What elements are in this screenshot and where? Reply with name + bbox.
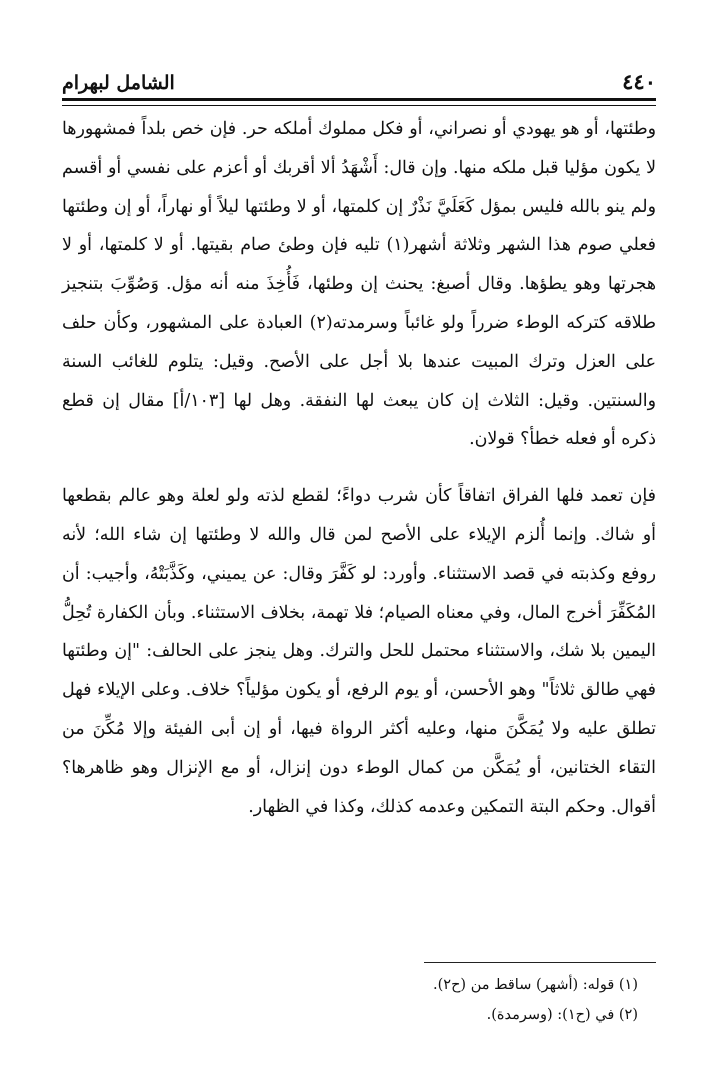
footnotes <box>62 970 638 1030</box>
page-number: ٤٤٠ <box>622 69 656 94</box>
paragraph: وطئتها، أو هو يهودي أو نصراني، أو فكل مملوك أملكه حر. فإن خص بلداً فمشهورها لا يكون مؤليا قبل ملكه منها. وإن قال: أَشْهَدُ ألا أقربك أو أعزم على نفسي أو أقسم ولم ينو بالله فليس بمؤل كَعَلَيَّ نَذْرٌ إن كلمتها، أو لا وطئتها ليلاً أو نهاراً، أو إن وطئتها فعلي صوم هذا الشهر وثلاثة أشهر(١) تليه فإن وطئ صام بقيتها. أو لا كلمتها، أو لا هجرتها وهو يطؤها. وقال أصبغ: يحنث إن وطئها، فَأُخِذَ منه أنه مؤل. وَصُوِّبَ بتنجيز طلاقه كتركه الوطء ضرراً ولو غائباً وسرمدته(٢) العبادة على المشهور، وكأن حلف على العزل وترك المبيت عندها بلا أجل على الأصح. وقيل: يتلوم للغائب السنة والسنتين. وقيل: الثلاث إن كان يبعث لها النفقة. وهل لها [١٠٣/أ] مقال إن قطع ذكره أو فعله خطأ؟ قولان. <box>62 119 657 450</box>
main-text <box>62 110 656 826</box>
footnote-1: (١) قوله: (أشهر) ساقط من (ح٢). <box>432 977 638 993</box>
running-header <box>62 56 656 101</box>
paragraph: فإن تعمد فلها الفراق اتفاقاً كأن شرب دواءً؛ لقطع لذته ولو لعلة وهو عالم بقطعها أو شاك. وإنما أُلزم الإيلاء على الأصح لمن قال والله لا وطئتها إن شاء الله؛ لأنه روفع وكذبته في قصد الاستثناء. وأورد: لو كَفَّرَ وقال: عن يميني، وكَذَّبَتْهُ، وأجيب: أن المُكَفِّرَ أخرج المال، وفي معناه الصيام؛ فلا تهمة، بخلاف الاستثناء. وبأن الكفارة تُحِلُّ اليمين بلا شك، والاستثناء محتمل للحل والترك. وهل ينجز على الحالف: "إن وطئتها فهي طالق ثلاثاً" وهو الأحسن، أو يوم الرفع، أو يكون مؤلياً؟ خلاف. وعلى الإيلاء فهل تطلق عليه ولا يُمَكَّنَ منها، وعليه أكثر الرواة فيها، أو إن أبى الفيئة وإلا مُكِّنَ من التقاء الختانين، أو يُمَكَّن من كمال الوطء دون إنزال، أو مع الإنزال وهو ظاهرها؟ أقوال. وحكم البتة التمكين وعدمه كذلك، وكذا في الظهار. <box>62 486 656 817</box>
footnote-2: (٢) في (ح١): (وسرمدة). <box>486 1007 638 1023</box>
footnote-divider <box>424 962 656 963</box>
book-title: الشامل لبهرام <box>62 72 175 94</box>
